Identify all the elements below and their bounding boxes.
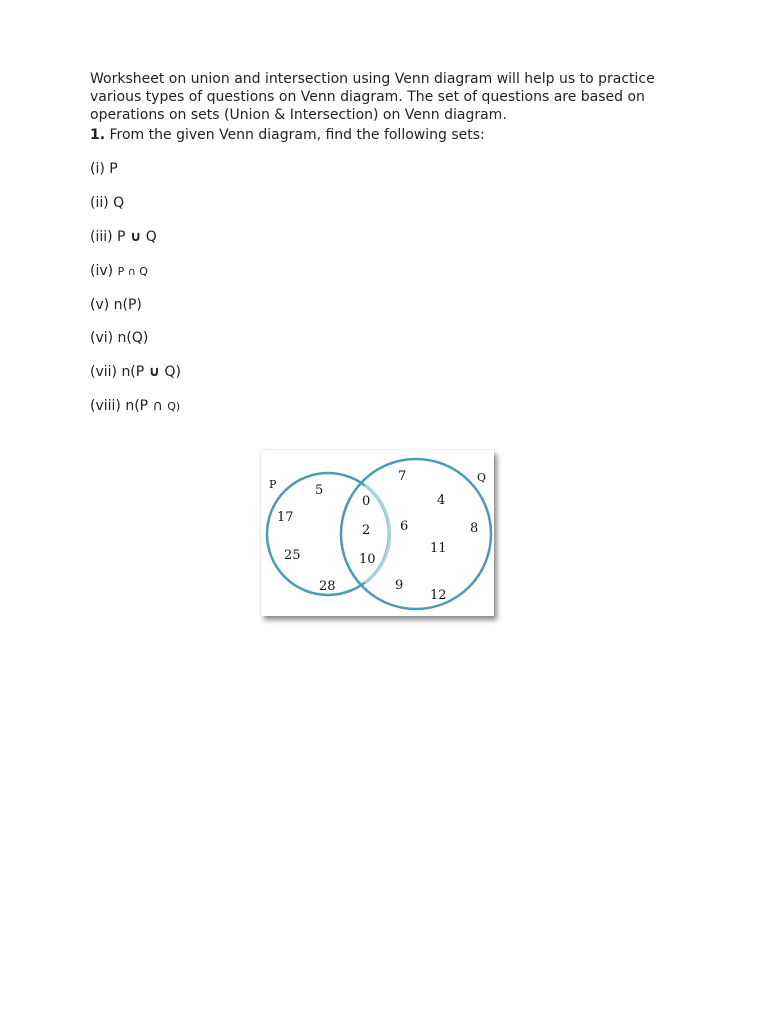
venn-value: 5 <box>315 483 324 498</box>
venn-value: 11 <box>430 541 447 556</box>
question-1 <box>90 126 485 144</box>
item-text: (v) n(P) <box>90 297 142 313</box>
venn-value: 8 <box>470 521 479 536</box>
venn-svg <box>261 450 494 616</box>
intro-paragraph: Worksheet on union and intersection using Venn diagram will help us to practice various types of questions on Venn diagram. The set of questions are based on operations on sets (Union & Intersection) on Venn diagram. <box>90 71 655 123</box>
venn-value: 28 <box>319 579 336 594</box>
venn-value: 6 <box>400 519 409 534</box>
item-text-small: Q) <box>167 400 181 413</box>
item-ii <box>90 194 124 212</box>
item-vi <box>90 329 148 347</box>
item-text: (vii) n(P <box>90 364 149 380</box>
venn-value: 9 <box>395 578 404 593</box>
venn-value: 4 <box>437 493 446 508</box>
venn-value: 7 <box>398 469 407 484</box>
item-i <box>90 160 118 178</box>
question-number: 1. <box>90 127 106 143</box>
item-text: (vi) n(Q) <box>90 330 149 346</box>
union-symbol: ∪ <box>148 364 161 380</box>
item-v <box>90 296 142 314</box>
venn-value: 12 <box>430 588 447 603</box>
item-viii <box>90 397 180 416</box>
item-text: Q <box>141 229 157 245</box>
item-text: (viii) n(P ∩ <box>90 398 168 414</box>
item-text: Q) <box>160 364 181 380</box>
item-text: (i) P <box>90 161 118 177</box>
venn-diagram <box>261 450 494 616</box>
item-text: (ii) Q <box>90 195 125 211</box>
question-text: From the given Venn diagram, find the following sets: <box>105 127 485 143</box>
union-symbol: ∪ <box>129 229 142 245</box>
venn-value: 17 <box>277 510 294 525</box>
intersection-expression: P ∩ Q <box>117 265 148 278</box>
set-p-label: P <box>269 478 277 491</box>
venn-value: 10 <box>359 552 376 567</box>
venn-value: 2 <box>362 523 371 538</box>
venn-value: 0 <box>362 494 371 509</box>
venn-value: 25 <box>284 548 301 563</box>
item-text: (iii) P <box>90 229 130 245</box>
item-text: (iv) <box>90 263 118 279</box>
item-iii <box>90 228 157 246</box>
item-vii <box>90 363 181 381</box>
set-q-label: Q <box>477 471 487 484</box>
item-iv <box>90 262 148 281</box>
